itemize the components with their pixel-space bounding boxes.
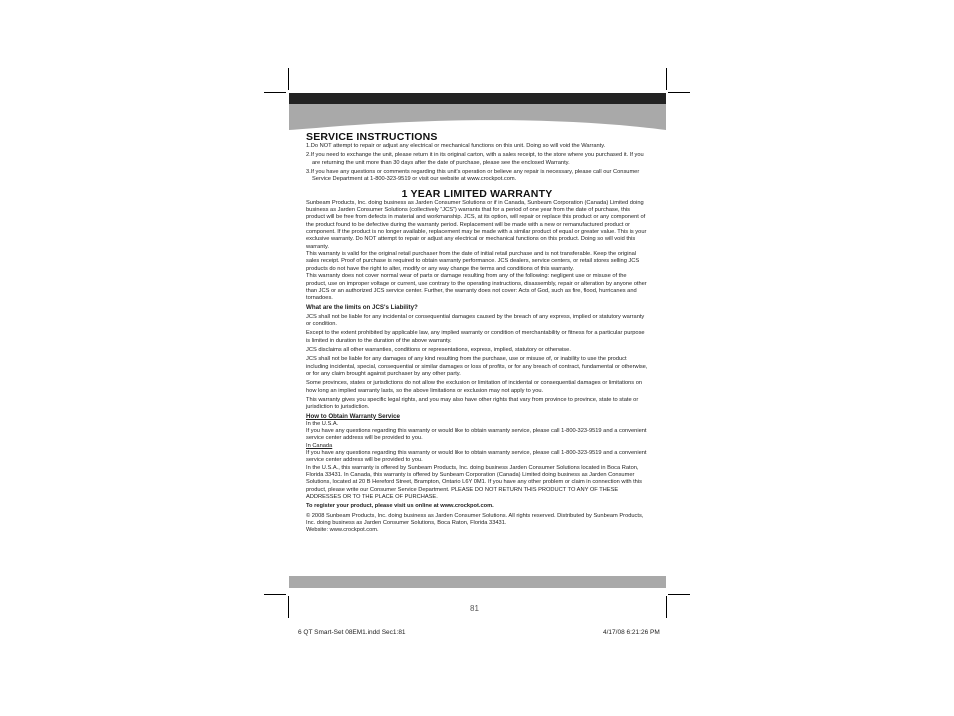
website-text: Website: www.crockpot.com. (306, 527, 379, 534)
service-list (306, 143, 648, 184)
document-content (306, 131, 648, 535)
copyright-text: © 2008 Sunbeam Products, Inc. doing business as Jarden Consumer Solutions. All rights reserved. Distributed by Sunbeam Products, Inc. doing business as Jarden Consumer Solutions, Boca Raton, Florida 33431. (306, 512, 644, 527)
footer-grey-band (289, 576, 666, 588)
warranty-title: 1 YEAR LIMITED WARRANTY (401, 187, 553, 200)
liability-paragraph-6: This warranty gives you specific legal rights, and you may also have other rights that vary from province to province, state to state or jurisdiction to jurisdiction. (306, 396, 639, 411)
liability-paragraph-5: Some provinces, states or jurisdictions do not allow the exclusion or limitation of incidental or consequential damages or limitations on how long an implied warranty lasts, so the above limitations or exclusion may not apply to you. (306, 380, 643, 394)
service-item-1: 1.Do NOT attempt to repair or adjust any electrical or mechanical functions on this unit. Doing so will void the Warranty. (306, 143, 606, 149)
liability-heading: What are the limits on JCS's Liability? (306, 303, 418, 311)
service-item-3: 3.If you have any questions or comments regarding this unit's operation or believe any repair is necessary, please call our Consumer Service Department at 1-800-323-9519 or visit our website at www.crockpot.com. (306, 169, 640, 183)
liability-paragraph-3: JCS disclaims all other warranties, conditions or representations, express, implied, statutory or otherwise. (306, 346, 571, 353)
warranty-paragraph-2: This warranty is valid for the original retail purchaser from the date of initial retail purchase and is not transferable. Keep the original sales receipt. Proof of purchase is required to obtain warranty performance. JCS dealers, service centers, or retail stores selling JCS products do not have the right to alter, modify or any way change the terms and conditions of this warranty. (306, 251, 640, 272)
crop-mark-top-left-vertical (288, 68, 289, 90)
canada-label: In Canada (306, 442, 333, 449)
crop-mark-top-right-vertical (666, 68, 667, 90)
crop-mark-bottom-right-horizontal (668, 594, 690, 595)
crop-mark-top-left-horizontal (264, 92, 286, 93)
usa-text: If you have any questions regarding this warranty or would like to obtain warranty service, please call 1-800-323-9519 and a convenient service center address will be provided to you. (306, 428, 647, 442)
crop-mark-bottom-right-vertical (666, 596, 667, 618)
usa-label: In the U.S.A. (306, 420, 339, 427)
crop-mark-bottom-left-vertical (288, 596, 289, 618)
obtain-service-heading: How to Obtain Warranty Service (306, 412, 400, 420)
print-slug-timestamp: 4/17/08 6:21:26 PM (603, 629, 660, 636)
header-grey-wave (289, 104, 666, 132)
liability-paragraph-2: Except to the extent prohibited by applicable law, any implied warranty or condition of merchantability or fitness for a particular purpose is limited in duration to the duration of the above warranty. (306, 330, 645, 344)
warranty-paragraph-1: Sunbeam Products, Inc. doing business as Jarden Consumer Solutions or if in Canada, Sunbeam Corporation (Canada) Limited doing business as Jarden Consumer Solutions (collectively “JCS”) warrants that for a period of one year from the date of purchase, this product will be free from defects in material and workmanship. JCS, at its option, will repair or replace this product or any component of the product found to be defective during the warranty period. Replacement will be made with a new or remanufactured product or component. If the product is no longer available, replacement may be made with a similar product of equal or greater value. This is your exclusive warranty. Do NOT attempt to repair or adjust any electrical or mechanical functions on this product. Doing so will void this warranty. (306, 199, 647, 250)
page-number: 81 (470, 604, 479, 613)
offered-text: In the U.S.A., this warranty is offered by Sunbeam Products, Inc. doing business Jarden Consumer Solutions located in Boca Raton, Florida 33431. In Canada, this warranty is offered by Sunbeam Corporation (Canada) Limited doing business as Jarden Consumer Solutions, located at 20 B Hereford Street, Brampton, Ontario L6Y 0M1. If you have any other problem or claim in connection with this product, please write our Consumer Service Department. PLEASE DO NOT RETURN THIS PRODUCT TO ANY OF THESE ADDRESSES OR TO THE PLACE OF PURCHASE. (306, 464, 642, 501)
service-item-2: 2.If you need to exchange the unit, please return it in its original carton, with a sales receipt, to the store where you purchased it. If you are returning the unit more than 30 days after the date of purchase, please see the enclosed Warranty. (306, 152, 644, 166)
liability-paragraph-1: JCS shall not be liable for any incidental or consequential damages caused by the breach of any express, implied or statutory warranty or condition. (306, 313, 645, 327)
liability-paragraph-4: JCS shall not be liable for any damages of any kind resulting from the purchase, use or misuse of, or inability to use the product including incidental, special, consequential or similar damages or loss of profits, or for any breach of contract, fundamental or otherwise, or for any claim brought against purchaser by any other party. (306, 356, 648, 377)
crop-mark-bottom-left-horizontal (264, 594, 286, 595)
register-text: To register your product, please visit us online at www.crockpot.com. (306, 503, 494, 510)
warranty-paragraph-3: This warranty does not cover normal wear of parts or damage resulting from any of the following: negligent use or misuse of the product, use on improper voltage or current, use contrary to the operating instructions, disassembly, repair or alteration by anyone other than JCS or an authorized JCS service center. Further, the warranty does not cover: Acts of God, such as fire, flood, hurricanes and tornadoes. (306, 273, 647, 302)
crop-mark-top-right-horizontal (668, 92, 690, 93)
canada-text: If you have any questions regarding this warranty or would like to obtain warranty service, please call 1-800-323-9519 and a convenient service center address will be provided to you. (306, 450, 647, 464)
print-slug-filename: 6 QT Smart-Set 08EM1.indd Sec1:81 (298, 629, 406, 636)
service-title: SERVICE INSTRUCTIONS (306, 131, 438, 143)
